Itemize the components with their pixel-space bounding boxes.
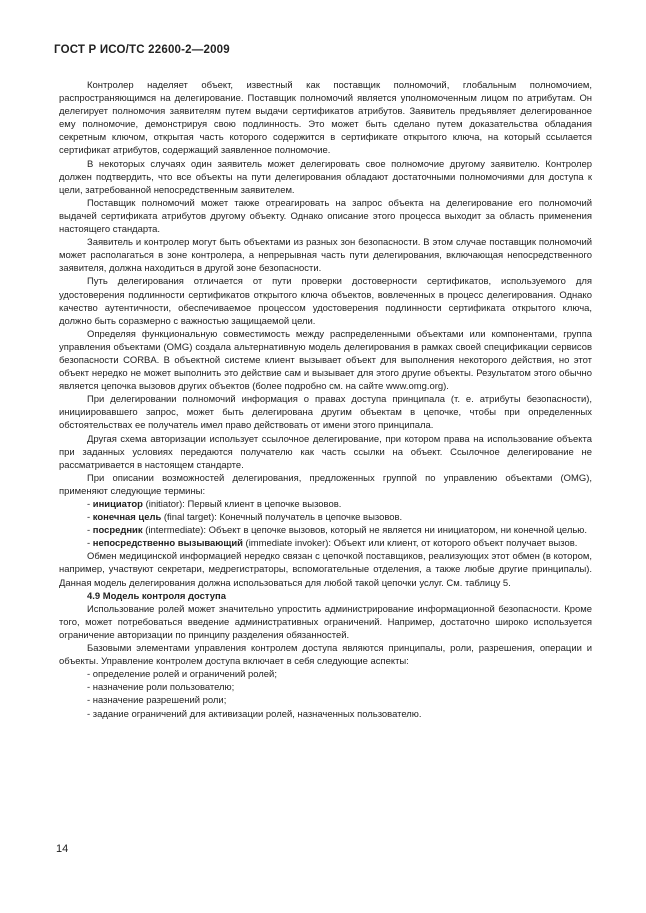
list-item: - задание ограничений для активизации ролей, назначенных пользователю.: [87, 708, 422, 720]
term-name: инициатор: [92, 499, 143, 510]
paragraph: Обмен медицинской информацией нередко связан с цепочкой поставщиков, реализующих этот обмен (в котором, например, участвуют секретари, медрегистраторы, вспомогательные отделения, а также любые другие принципалы). Данная модель делегирования должна использоваться для любой такой цепочки услуг. См. таблицу 5.: [59, 551, 592, 589]
page-number: 14: [56, 843, 69, 855]
paragraph: Контролер наделяет объект, известный как поставщик полномочий, глобальным полномочием, распространяющимся на делегирование. Поставщик полномочий является уполномоченным лицом по атрибутам. Он делегирует полномочия заявителям путем выдачи сертификатов атрибутов. Заявитель предъявляет делегированное ему полномочие, демонстрируя свою подлинность. Это может быть сделано путем доказательства обладания секретным ключом, открытая часть которого содержится в сертификате открытого ключа, на который ссылается сертификат атрибутов, содержащий заявленное полномочие.: [59, 80, 592, 157]
term-name: посредник: [92, 525, 143, 537]
term-item: - посредник (intermediate): Объект в цепочке вызовов, который не является ни инициатором, ни конечной целью.: [87, 525, 587, 537]
list-item: - назначение разрешений роли;: [87, 695, 227, 707]
paragraph: Другая схема авторизации использует ссылочное делегирование, при котором права на использование объекта при заданных условиях передаются получателю как часть ссылки на объект. Cсылочное делегирование не рассматривается в настоящем стандарте.: [59, 433, 592, 471]
list-item: - определение ролей и ограничений ролей;: [87, 669, 277, 681]
paragraph: Использование ролей может значительно упростить администрирование информационной безопасности. Кроме того, может потребоваться введение административных ограничений. Например, достаточно широко используется ограничение авторизации по принципу разделения обязанностей.: [59, 603, 592, 641]
paragraph: При делегировании полномочий информация о правах доступа принципала (т. е. атрибуты безопасности), инициировавшего запрос, может быть делегирована другим объектам в цепочке, чтобы при определенных обстоятельствах ее получатель имел право действовать от имени этого принципала.: [59, 394, 592, 432]
paragraph: В некоторых случаях один заявитель может делегировать свое полномочие другому заявителю. Контролер должен подтвердить, что все объекты на пути делегирования обладают достаточными полномочиями для доступа к цели, затребованной непосредственным заявителем.: [59, 158, 592, 196]
document-header: ГОСТ Р ИСО/ТС 22600-2—2009: [54, 44, 230, 56]
term-item: - конечная цель (final target): Конечный получатель в цепочке вызовов.: [87, 512, 403, 524]
paragraph: Путь делегирования отличается от пути проверки достоверности сертификатов, используемого для удостоверения подлинности сертификатов открытого ключа объектов, вовлеченных в процесс делегирования. Однако качество аутентичности, обеспечиваемое процессом удостоверения подлинности сертификата открытого ключа, должно быть соразмерно с важностью защищаемой цели.: [59, 276, 592, 327]
section-heading: 4.9 Модель контроля доступа: [87, 590, 226, 602]
term-item: - инициатор (initiator): Первый клиент в цепочке вызовов.: [87, 499, 342, 510]
term-item: - непосредственно вызывающий (immediate invoker): Объект или клиент, от которого объект получает вызов.: [87, 538, 578, 550]
term-name: конечная цель: [92, 512, 162, 524]
document-body: [59, 79, 592, 721]
term-name: непосредственно вызывающий: [92, 538, 243, 550]
paragraph: Определяя функциональную совместимость между распределенными объектами или компонентами, группа управления объектами (OMG) создала альтернативную модель делегирования в рамках своей спецификации сервисов безопасности CORBA. В объектной системе клиент вызывает объект для выполнения некоторого действия, но этот объект нередко не может выполнить это действие сам и вызывает для этого другие объекты. Результатом этого обычно является цепочка вызовов других объектов (более подробно см. на сайте www.omg.org).: [59, 328, 592, 393]
paragraph: При описании возможностей делегирования, предложенных группой по управлению объектами (OMG), применяют следующие термины:: [59, 472, 592, 497]
list-item: - назначение роли пользователю;: [87, 682, 235, 694]
paragraph: Заявитель и контролер могут быть объектами из разных зон безопасности. В этом случае поставщик полномочий может располагаться в зоне контролера, а непрерывная часть пути делегирования, включающая непосредственного заявителя, должна находиться в другой зоне безопасности.: [59, 237, 592, 275]
paragraph: Поставщик полномочий может также отреагировать на запрос объекта на делегирование его полномочий выдачей сертификата атрибутов другому объекту. Однако описание этого процесса выходит за область применения настоящего стандарта.: [59, 197, 592, 236]
paragraph: Базовыми элементами управления контролем доступа являются принципалы, роли, разрешения, операции и объекты. Управление контролем доступа включает в себя следующие аспекты:: [59, 643, 592, 668]
